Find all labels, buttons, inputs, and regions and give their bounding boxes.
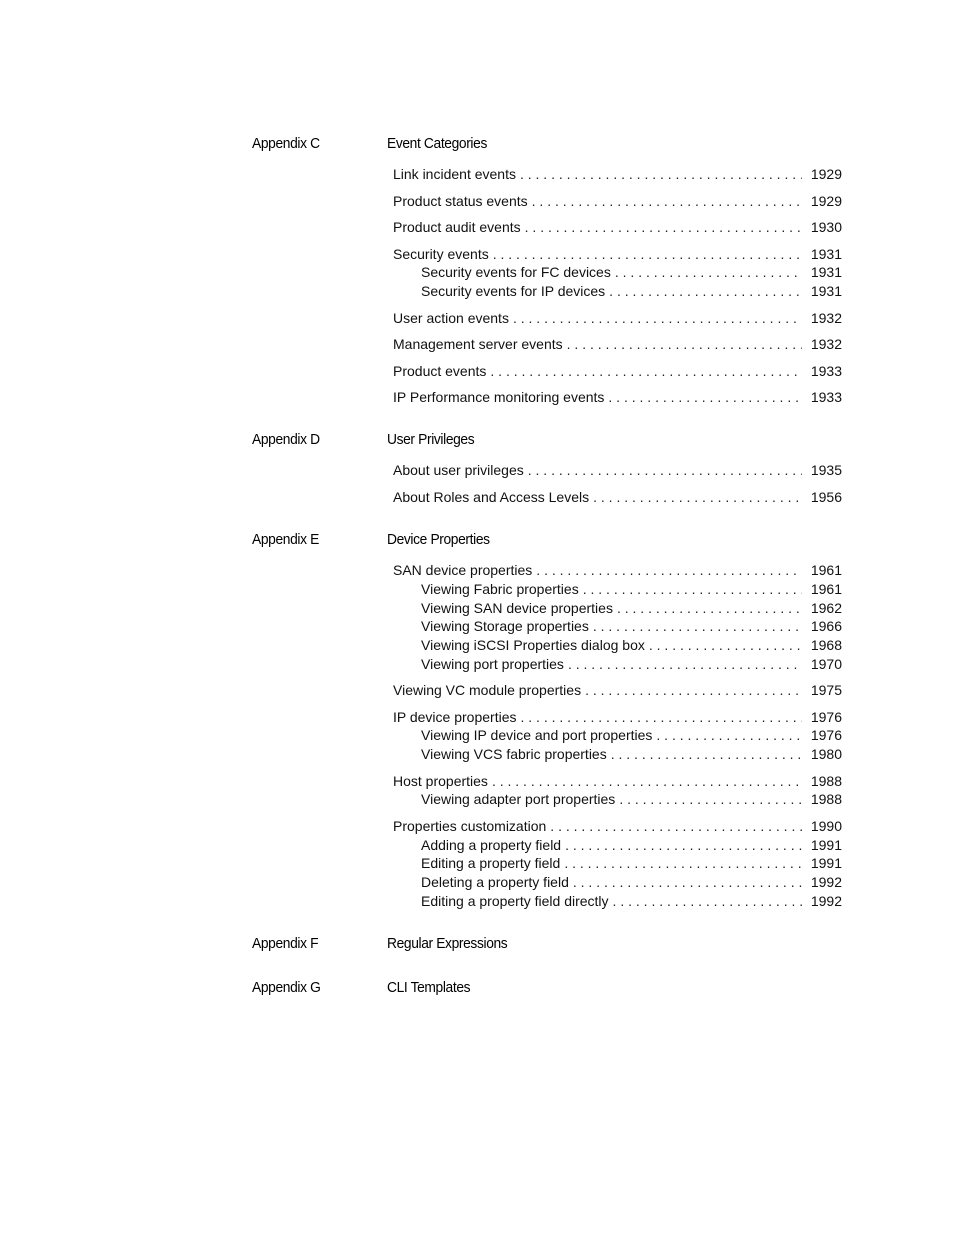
toc-entry-title: Management server events bbox=[393, 336, 563, 352]
dot-leader bbox=[520, 165, 802, 183]
toc-entry-title: Viewing port properties bbox=[421, 656, 564, 672]
toc-entry-page: 1932 bbox=[810, 310, 842, 326]
toc-entry-title: IP Performance monitoring events bbox=[393, 389, 605, 405]
toc-entry-title: Product audit events bbox=[393, 219, 521, 235]
toc-entry-title: Security events for FC devices bbox=[421, 264, 611, 280]
toc-entry-page: 1931 bbox=[810, 246, 842, 262]
dot-leader bbox=[617, 599, 802, 617]
appendix-title[interactable]: User Privileges bbox=[387, 431, 475, 448]
dot-leader bbox=[528, 461, 802, 479]
toc-entry-title: Properties customization bbox=[393, 818, 547, 834]
toc-entry-title: Product events bbox=[393, 363, 487, 379]
toc-entry[interactable] bbox=[421, 836, 842, 854]
toc-entry-title: Security events for IP devices bbox=[421, 283, 606, 299]
dot-leader bbox=[608, 388, 802, 406]
toc-entry[interactable] bbox=[421, 282, 842, 300]
toc-entry-page: 1975 bbox=[810, 682, 842, 698]
appendix-label: Appendix E bbox=[252, 531, 319, 548]
toc-entry-title: Host properties bbox=[393, 773, 488, 789]
toc-entry-page: 1929 bbox=[810, 193, 842, 209]
toc-entry[interactable] bbox=[421, 636, 842, 654]
toc-entry-page: 1976 bbox=[810, 709, 842, 725]
toc-entry[interactable] bbox=[393, 362, 842, 380]
dot-leader bbox=[609, 282, 802, 300]
toc-entry[interactable] bbox=[421, 790, 842, 808]
toc-entry-page: 1991 bbox=[810, 837, 842, 853]
dot-leader bbox=[619, 790, 802, 808]
appendix-title[interactable]: Device Properties bbox=[387, 531, 490, 548]
toc-entry[interactable] bbox=[393, 708, 842, 726]
toc-entry-page: 1961 bbox=[810, 581, 842, 597]
toc-entry-title: Viewing iSCSI Properties dialog box bbox=[421, 637, 645, 653]
toc-entry-page: 1961 bbox=[810, 562, 842, 578]
toc-entry-page: 1935 bbox=[810, 462, 842, 478]
appendix-label: Appendix D bbox=[252, 431, 320, 448]
toc-entry-page: 1968 bbox=[810, 637, 842, 653]
toc-entry-page: 1992 bbox=[810, 874, 842, 890]
toc-entry-title: User action events bbox=[393, 310, 509, 326]
toc-entry-title: Viewing adapter port properties bbox=[421, 791, 616, 807]
dot-leader bbox=[613, 892, 802, 910]
toc-entry[interactable] bbox=[393, 335, 842, 353]
toc-entry-page: 1992 bbox=[810, 893, 842, 909]
toc-entry-page: 1966 bbox=[810, 618, 842, 634]
toc-entry[interactable] bbox=[393, 772, 842, 790]
toc-entry-title: About user privileges bbox=[393, 462, 524, 478]
toc-entry-title: Editing a property field bbox=[421, 855, 561, 871]
toc-entry-title: Viewing VCS fabric properties bbox=[421, 746, 607, 762]
toc-entry[interactable] bbox=[421, 854, 842, 872]
toc-entry[interactable] bbox=[421, 726, 842, 744]
toc-entry-page: 1931 bbox=[810, 264, 842, 280]
dot-leader bbox=[585, 681, 802, 699]
toc-entry[interactable] bbox=[421, 599, 842, 617]
toc-entry[interactable] bbox=[421, 873, 842, 891]
toc-entry-page: 1970 bbox=[810, 656, 842, 672]
toc-entry[interactable] bbox=[393, 561, 842, 579]
dot-leader bbox=[565, 836, 802, 854]
toc-entry-title: Viewing SAN device properties bbox=[421, 600, 613, 616]
toc-entry[interactable] bbox=[393, 488, 842, 506]
toc-entry-page: 1962 bbox=[810, 600, 842, 616]
toc-entry-title: SAN device properties bbox=[393, 562, 533, 578]
dot-leader bbox=[649, 636, 802, 654]
toc-entry-title: Product status events bbox=[393, 193, 528, 209]
appendix-label: Appendix C bbox=[252, 135, 320, 152]
appendix-label: Appendix F bbox=[252, 935, 319, 952]
toc-entry-page: 1933 bbox=[810, 363, 842, 379]
dot-leader bbox=[593, 617, 802, 635]
toc-entry-page: 1929 bbox=[810, 166, 842, 182]
toc-entry-title: Viewing Storage properties bbox=[421, 618, 589, 634]
toc-entry[interactable] bbox=[421, 263, 842, 281]
appendix-title[interactable]: Event Categories bbox=[387, 135, 487, 152]
toc-entry[interactable] bbox=[393, 388, 842, 406]
dot-leader bbox=[567, 335, 802, 353]
dot-leader bbox=[525, 218, 802, 236]
dot-leader bbox=[492, 772, 802, 790]
dot-leader bbox=[583, 580, 802, 598]
toc-entry[interactable] bbox=[421, 892, 842, 910]
toc-entry-title: Security events bbox=[393, 246, 489, 262]
toc-entry-title: Viewing Fabric properties bbox=[421, 581, 579, 597]
toc-entry-page: 1956 bbox=[810, 489, 842, 505]
toc-entry-title: Adding a property field bbox=[421, 837, 562, 853]
dot-leader bbox=[615, 263, 802, 281]
dot-leader bbox=[611, 745, 802, 763]
toc-entry[interactable] bbox=[393, 309, 842, 327]
toc-entry-title: IP device properties bbox=[393, 709, 517, 725]
toc-entry[interactable] bbox=[421, 580, 842, 598]
toc-entry-page: 1976 bbox=[810, 727, 842, 743]
toc-entry[interactable] bbox=[393, 192, 842, 210]
dot-leader bbox=[568, 655, 802, 673]
toc-entry[interactable] bbox=[393, 461, 842, 479]
toc-entry[interactable] bbox=[421, 617, 842, 635]
dot-leader bbox=[564, 854, 802, 872]
dot-leader bbox=[536, 561, 802, 579]
appendix-title[interactable]: Regular Expressions bbox=[387, 935, 508, 952]
dot-leader bbox=[513, 309, 802, 327]
toc-entry-page: 1933 bbox=[810, 389, 842, 405]
toc-entry-page: 1930 bbox=[810, 219, 842, 235]
toc-entry[interactable] bbox=[393, 817, 842, 835]
toc-entry[interactable] bbox=[421, 745, 842, 763]
appendix-label: Appendix G bbox=[252, 979, 321, 996]
dot-leader bbox=[493, 245, 802, 263]
toc-entry-page: 1931 bbox=[810, 283, 842, 299]
toc-entry-page: 1990 bbox=[810, 818, 842, 834]
toc-entry-title: Viewing IP device and port properties bbox=[421, 727, 653, 743]
toc-entry[interactable] bbox=[421, 655, 842, 673]
toc-entry[interactable] bbox=[393, 165, 842, 183]
dot-leader bbox=[490, 362, 802, 380]
dot-leader bbox=[532, 192, 802, 210]
toc-entry-page: 1991 bbox=[810, 855, 842, 871]
dot-leader bbox=[573, 873, 802, 891]
toc-entry-page: 1932 bbox=[810, 336, 842, 352]
toc-entry-title: Link incident events bbox=[393, 166, 516, 182]
dot-leader bbox=[593, 488, 802, 506]
toc-entry-title: Viewing VC module properties bbox=[393, 682, 582, 698]
dot-leader bbox=[656, 726, 802, 744]
toc-entry[interactable] bbox=[393, 245, 842, 263]
toc-entry[interactable] bbox=[393, 681, 842, 699]
toc-entry-page: 1980 bbox=[810, 746, 842, 762]
toc-entry-page: 1988 bbox=[810, 791, 842, 807]
toc-entry-title: About Roles and Access Levels bbox=[393, 489, 590, 505]
toc-entry-title: Editing a property field directly bbox=[421, 893, 609, 909]
toc-entry-page: 1988 bbox=[810, 773, 842, 789]
dot-leader bbox=[520, 708, 802, 726]
dot-leader bbox=[550, 817, 802, 835]
toc-entry-title: Deleting a property field bbox=[421, 874, 569, 890]
appendix-title[interactable]: CLI Templates bbox=[387, 979, 471, 996]
toc-entry[interactable] bbox=[393, 218, 842, 236]
